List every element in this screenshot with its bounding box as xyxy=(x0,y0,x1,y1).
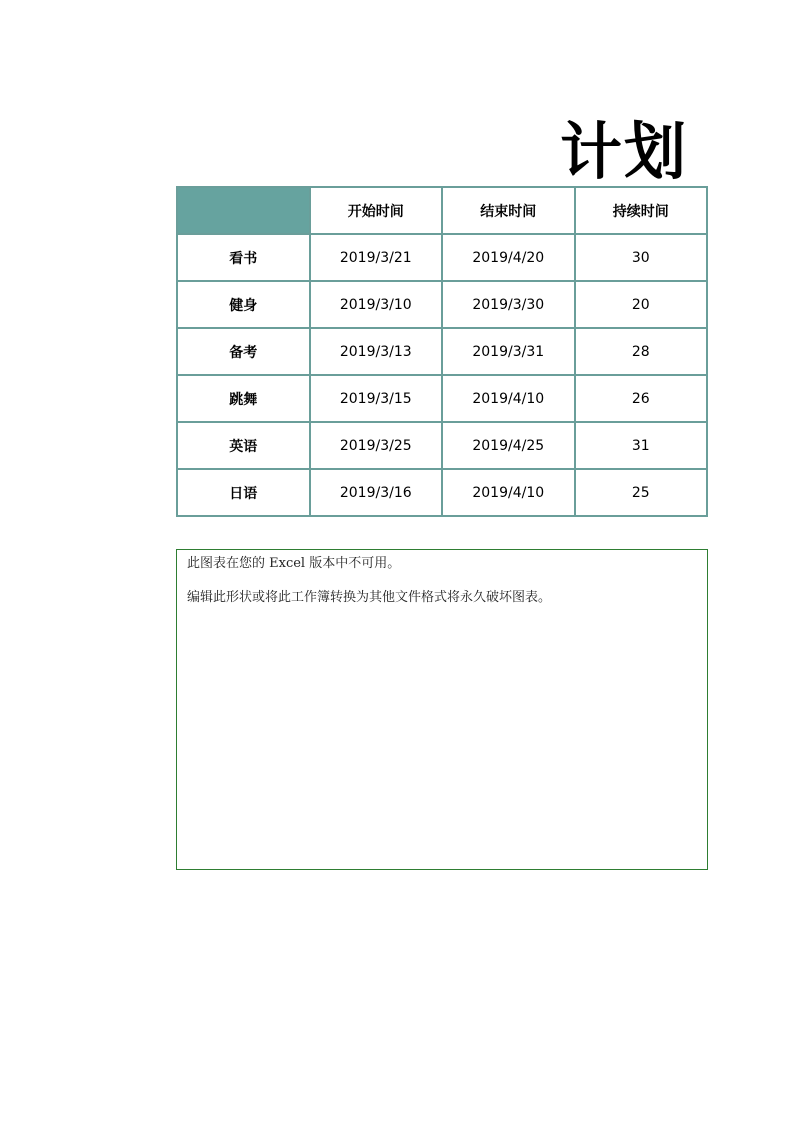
task-name-cell: 日语 xyxy=(177,469,310,516)
plan-table xyxy=(176,186,708,517)
end-date-cell: 2019/3/30 xyxy=(442,281,575,328)
end-date-cell: 2019/4/10 xyxy=(442,375,575,422)
duration-cell: 20 xyxy=(575,281,708,328)
task-name-cell: 备考 xyxy=(177,328,310,375)
header-start-time: 开始时间 xyxy=(310,187,443,234)
header-duration: 持续时间 xyxy=(575,187,708,234)
start-date-cell: 2019/3/10 xyxy=(310,281,443,328)
table-row xyxy=(177,375,707,422)
duration-cell: 28 xyxy=(575,328,708,375)
table-row xyxy=(177,422,707,469)
chart-unavailable-message: 此图表在您的 Excel 版本中不可用。 xyxy=(187,556,401,571)
start-date-cell: 2019/3/16 xyxy=(310,469,443,516)
start-date-cell: 2019/3/21 xyxy=(310,234,443,281)
duration-cell: 30 xyxy=(575,234,708,281)
end-date-cell: 2019/4/10 xyxy=(442,469,575,516)
chart-placeholder-shape[interactable] xyxy=(176,549,708,870)
start-date-cell: 2019/3/13 xyxy=(310,328,443,375)
page-title: 计划 xyxy=(560,115,689,188)
duration-cell: 26 xyxy=(575,375,708,422)
table-row xyxy=(177,281,707,328)
end-date-cell: 2019/4/20 xyxy=(442,234,575,281)
task-name-cell: 英语 xyxy=(177,422,310,469)
start-date-cell: 2019/3/15 xyxy=(310,375,443,422)
duration-cell: 31 xyxy=(575,422,708,469)
table-row xyxy=(177,469,707,516)
end-date-cell: 2019/3/31 xyxy=(442,328,575,375)
table-row xyxy=(177,328,707,375)
chart-edit-warning: 编辑此形状或将此工作簿转换为其他文件格式将永久破坏图表。 xyxy=(187,590,552,605)
header-corner-cell xyxy=(177,187,310,234)
table-row xyxy=(177,234,707,281)
start-date-cell: 2019/3/25 xyxy=(310,422,443,469)
header-end-time: 结束时间 xyxy=(442,187,575,234)
table-header-row xyxy=(177,187,707,234)
task-name-cell: 健身 xyxy=(177,281,310,328)
task-name-cell: 看书 xyxy=(177,234,310,281)
task-name-cell: 跳舞 xyxy=(177,375,310,422)
end-date-cell: 2019/4/25 xyxy=(442,422,575,469)
duration-cell: 25 xyxy=(575,469,708,516)
